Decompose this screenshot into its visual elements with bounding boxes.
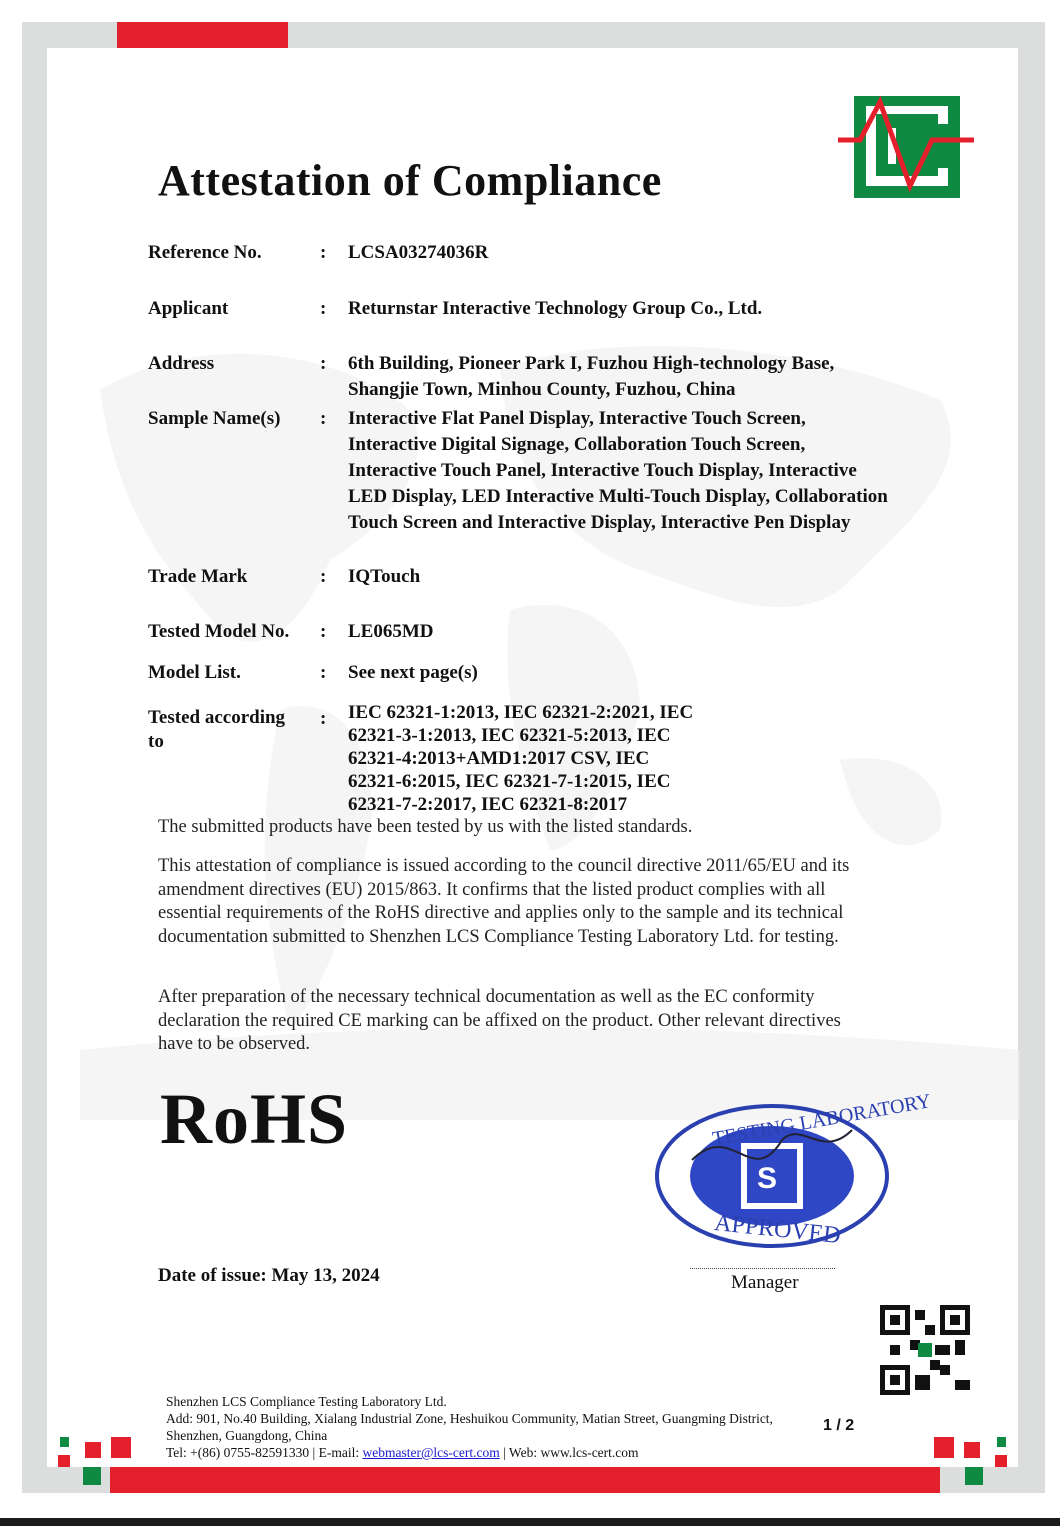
field-value: Returnstar Interactive Technology Group Co., Ltd. (348, 298, 763, 319)
field-value: 6th Building, Pioneer Park I, Fuzhou High-technology Base, Shangjie Town, Minhou County, Fuzhou, China (348, 353, 835, 400)
footer-address-2: Shenzhen, Guangdong, China (166, 1428, 328, 1443)
signature-line (690, 1268, 835, 1269)
field-value: Interactive Flat Panel Display, Interactive Touch Screen, Interactive Digital Signage, Collaboration Touch Screen, Interactive Touch Panel, Interactive Touch Display, Interactive LED Display, LED Interactive Multi-Touch Display, Collaboration Touch Screen and Interactive Display, Interactive Pen Display (348, 408, 888, 533)
document-title: Attestation of Compliance (158, 156, 662, 205)
footer-address-1: Add: 901, No.40 Building, Xialang Industrial Zone, Heshuikou Community, Matian Street, Guangming District, (166, 1411, 773, 1426)
field-value: IQTouch (348, 566, 421, 587)
svg-text:S: S (757, 1162, 778, 1195)
date-of-issue: Date of issue: May 13, 2024 (158, 1265, 380, 1286)
field-value: IEC 62321-1:2013, IEC 62321-2:2021, IEC 62321-3-1:2013, IEC 62321-5:2013, IEC 62321-4:2013+AMD1:2017 CSV, IEC 62321-6:2015, IEC 62321-7-1:2015, IEC 62321-7-2:2017, IEC 62321-8:2017 (348, 702, 694, 815)
colon: : (320, 708, 327, 729)
signature-role: Manager (731, 1272, 799, 1293)
field-label: Tested Model No. (148, 621, 290, 642)
viewer-bottom-bar (0, 1518, 1060, 1526)
page-number: 1 / 2 (823, 1417, 855, 1434)
tested-statement: The submitted products have been tested by us with the listed standards. (158, 817, 693, 837)
field-label: Applicant (148, 298, 229, 319)
field-label: Tested according to (148, 707, 286, 752)
top-red-band (117, 22, 288, 48)
colon: : (320, 353, 327, 374)
field-label: Sample Name(s) (148, 408, 281, 429)
colon: : (320, 662, 327, 683)
field-value: LCSA03274036R (348, 242, 489, 263)
footer-web: | Web: www.lcs-cert.com (499, 1445, 639, 1460)
footer-tel: Tel: +(86) 0755-82591330 | E-mail: (166, 1445, 363, 1460)
field-label: Address (148, 353, 215, 374)
colon: : (320, 298, 327, 319)
directive-paragraph: This attestation of compliance is issued according to the council directive 2011/65/EU and its amendment directives (EU) 2015/863. It confirms that the listed product complies with all essential requirements of the RoHS directive and applies only to the sample and its technical documentation submitted to Shenzhen LCS Compliance Testing Laboratory Ltd. for testing. (158, 856, 850, 947)
approved-stamp (652, 1090, 933, 1260)
field-value: See next page(s) (348, 662, 478, 683)
colon: : (320, 621, 327, 642)
colon: : (320, 566, 327, 587)
footer-contact (166, 1393, 773, 1461)
bottom-red-band (110, 1467, 940, 1493)
field-label: Model List. (148, 662, 241, 683)
colon: : (320, 242, 327, 263)
email-link[interactable]: webmaster@lcs-cert.com (362, 1445, 500, 1460)
colon: : (320, 408, 327, 429)
rohs-mark: RoHS (160, 1079, 349, 1159)
field-value: LE065MD (348, 621, 434, 642)
svg-text:TESTING LABORATORY: TESTING LABORATORY (710, 1090, 933, 1151)
field-label: Reference No. (148, 242, 262, 263)
ce-marking-paragraph: After preparation of the necessary technical documentation as well as the EC conformity declaration the required CE marking can be affixed on the product. Other relevant directives have to be observed. (158, 987, 841, 1054)
footer-company: Shenzhen LCS Compliance Testing Laboratory Ltd. (166, 1394, 447, 1409)
svg-text:APPROVED: APPROVED (713, 1210, 842, 1250)
qr-code[interactable] (880, 1305, 970, 1395)
lcs-logo (836, 94, 976, 200)
field-label: Trade Mark (148, 566, 248, 587)
svg-text:s: s (902, 124, 921, 162)
footer-contact-line (166, 1444, 773, 1461)
